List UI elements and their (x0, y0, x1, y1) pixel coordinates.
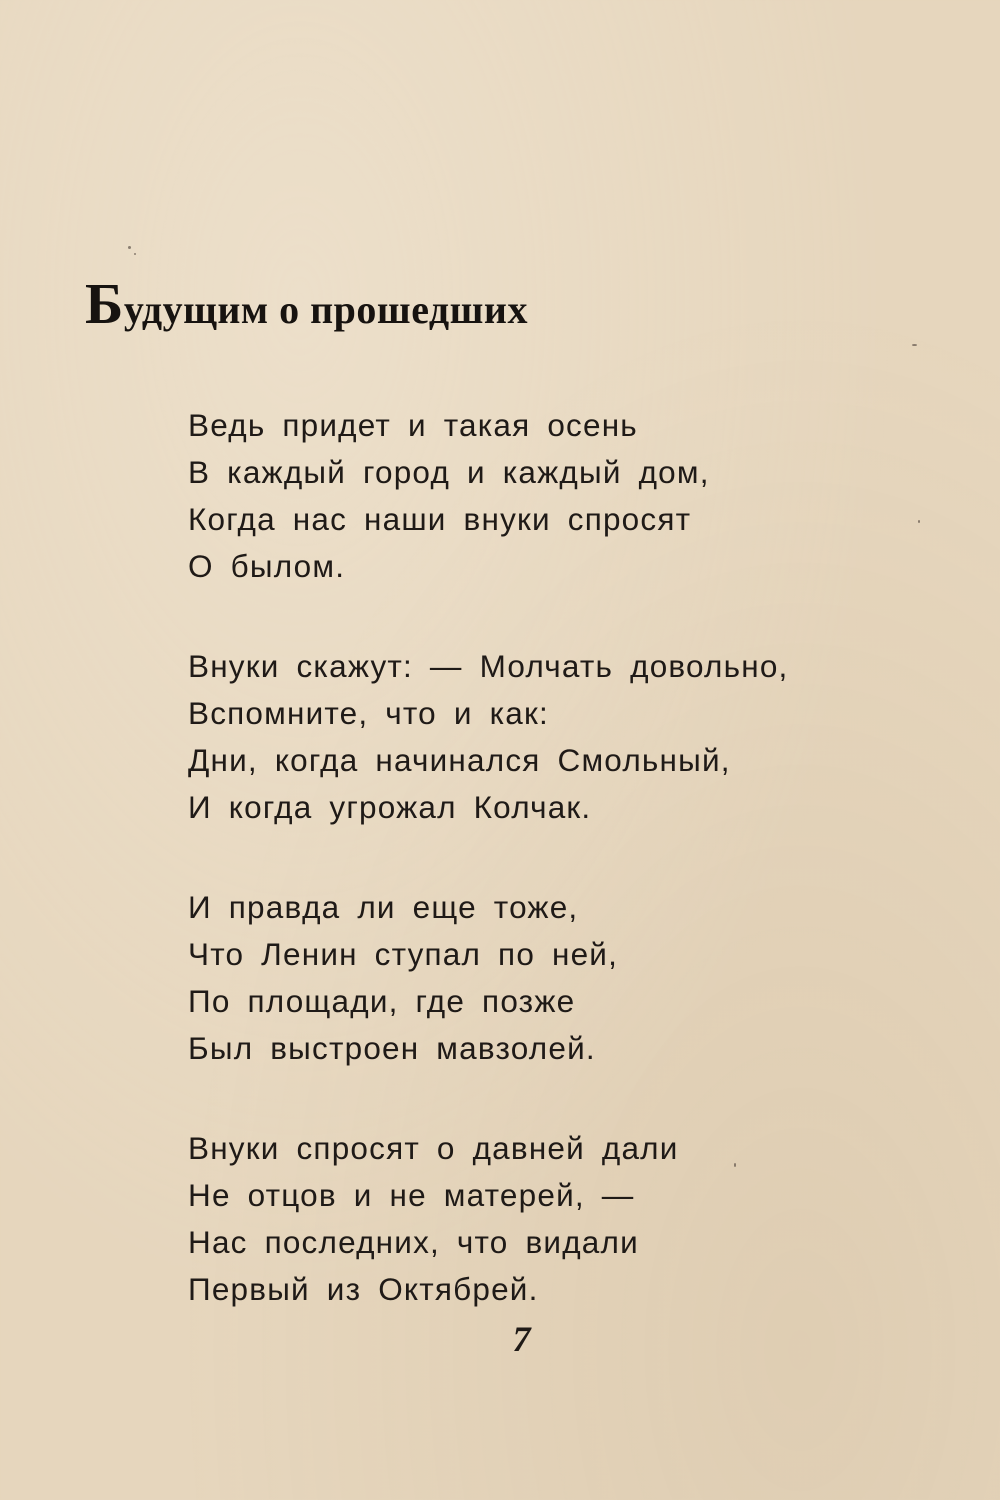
poem-title-rest: удущим о прошедших (123, 287, 528, 332)
paper-speck (918, 520, 920, 523)
stanza-2 (188, 643, 948, 831)
poem-line: И когда угрожал Колчак. (188, 789, 592, 825)
poem-line: Не отцов и не матерей, — (188, 1177, 635, 1213)
poem-line: Внуки спросят о давней дали (188, 1130, 679, 1166)
paper-speck (128, 246, 131, 249)
poem-line: О былом. (188, 548, 346, 584)
stanza-3 (188, 884, 948, 1072)
poem-line: Ведь придет и такая осень (188, 407, 638, 443)
poem-line: Что Ленин ступал по ней, (188, 936, 619, 972)
poem-body (188, 402, 948, 1366)
poem-line: Был выстроен мавзолей. (188, 1030, 596, 1066)
poem-line: По площади, где позже (188, 983, 576, 1019)
poem-line: И правда ли еще тоже, (188, 889, 579, 925)
poem-title-initial: Б (85, 271, 124, 336)
paper-speck (734, 1163, 736, 1167)
poem-line: Нас последних, что видали (188, 1224, 639, 1260)
poem-line: Вспомните, что и как: (188, 695, 549, 731)
paper-speck (912, 344, 917, 346)
stanza-4 (188, 1125, 948, 1313)
poem-line: Когда нас наши внуки спросят (188, 501, 692, 537)
poem-line: Дни, когда начинался Смольный, (188, 742, 731, 778)
poem-line: В каждый город и каждый дом, (188, 454, 710, 490)
poem-line: Внуки скажут: — Молчать довольно, (188, 648, 789, 684)
paper-speck (134, 253, 136, 255)
stanza-1 (188, 402, 948, 590)
poem-title (85, 270, 528, 337)
poem-line: Первый из Октябрей. (188, 1271, 539, 1307)
page-number: 7 (512, 1319, 531, 1359)
